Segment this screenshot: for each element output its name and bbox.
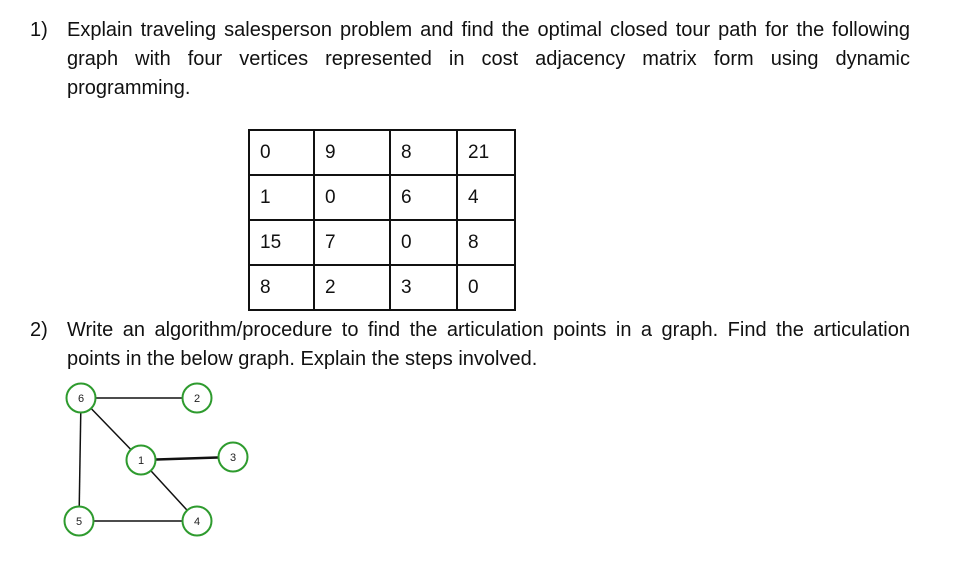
graph-node-label: 2: [193, 393, 201, 405]
question-2-text: Write an algorithm/procedure to find the articulation points in a graph. Find the articulation points in the below graph. Explain the steps involved.: [67, 319, 910, 370]
matrix-cell: 4: [457, 175, 515, 220]
matrix-cell: 7: [314, 220, 390, 265]
graph-nodes: [65, 384, 248, 536]
graph-node-label: 1: [137, 455, 145, 467]
matrix-cell: 8: [457, 220, 515, 265]
graph-node-2: [183, 384, 212, 413]
matrix-row: [249, 130, 515, 175]
matrix-cell: 2: [314, 265, 390, 310]
matrix-cell: 0: [314, 175, 390, 220]
question-1-number: 1): [30, 19, 48, 41]
question-2: [30, 316, 910, 374]
graph-edge-6-5: [79, 398, 81, 521]
matrix-cell: 0: [457, 265, 515, 310]
matrix-cell: 8: [390, 130, 457, 175]
graph-node-4: [183, 507, 212, 536]
graph-node-label: 3: [229, 452, 237, 464]
question-1: [30, 16, 910, 103]
graph-node-label: 4: [193, 516, 201, 528]
matrix-cell: 21: [457, 130, 515, 175]
matrix-row: [249, 175, 515, 220]
matrix-cell: 1: [249, 175, 314, 220]
question-2-number: 2): [30, 319, 48, 341]
matrix-cell: 8: [249, 265, 314, 310]
graph-node-3: [219, 443, 248, 472]
graph-node-label: 5: [75, 516, 83, 528]
graph-node-5: [65, 507, 94, 536]
matrix-cell: 15: [249, 220, 314, 265]
matrix-row: [249, 265, 515, 310]
graph-node-1: [127, 446, 156, 475]
articulation-graph: [60, 378, 280, 548]
graph-node-label: 6: [77, 393, 85, 405]
matrix-cell: 0: [249, 130, 314, 175]
matrix-cell: 6: [390, 175, 457, 220]
matrix-cell: 3: [390, 265, 457, 310]
matrix-row: [249, 220, 515, 265]
matrix-cell: 9: [314, 130, 390, 175]
graph-node-6: [67, 384, 96, 413]
matrix-cell: 0: [390, 220, 457, 265]
cost-adjacency-matrix: [248, 129, 516, 311]
question-1-text: Explain traveling salesperson problem and find the optimal closed tour path for the following graph with four vertices represented in cost adjacency matrix form using dynamic programming.: [67, 19, 910, 99]
